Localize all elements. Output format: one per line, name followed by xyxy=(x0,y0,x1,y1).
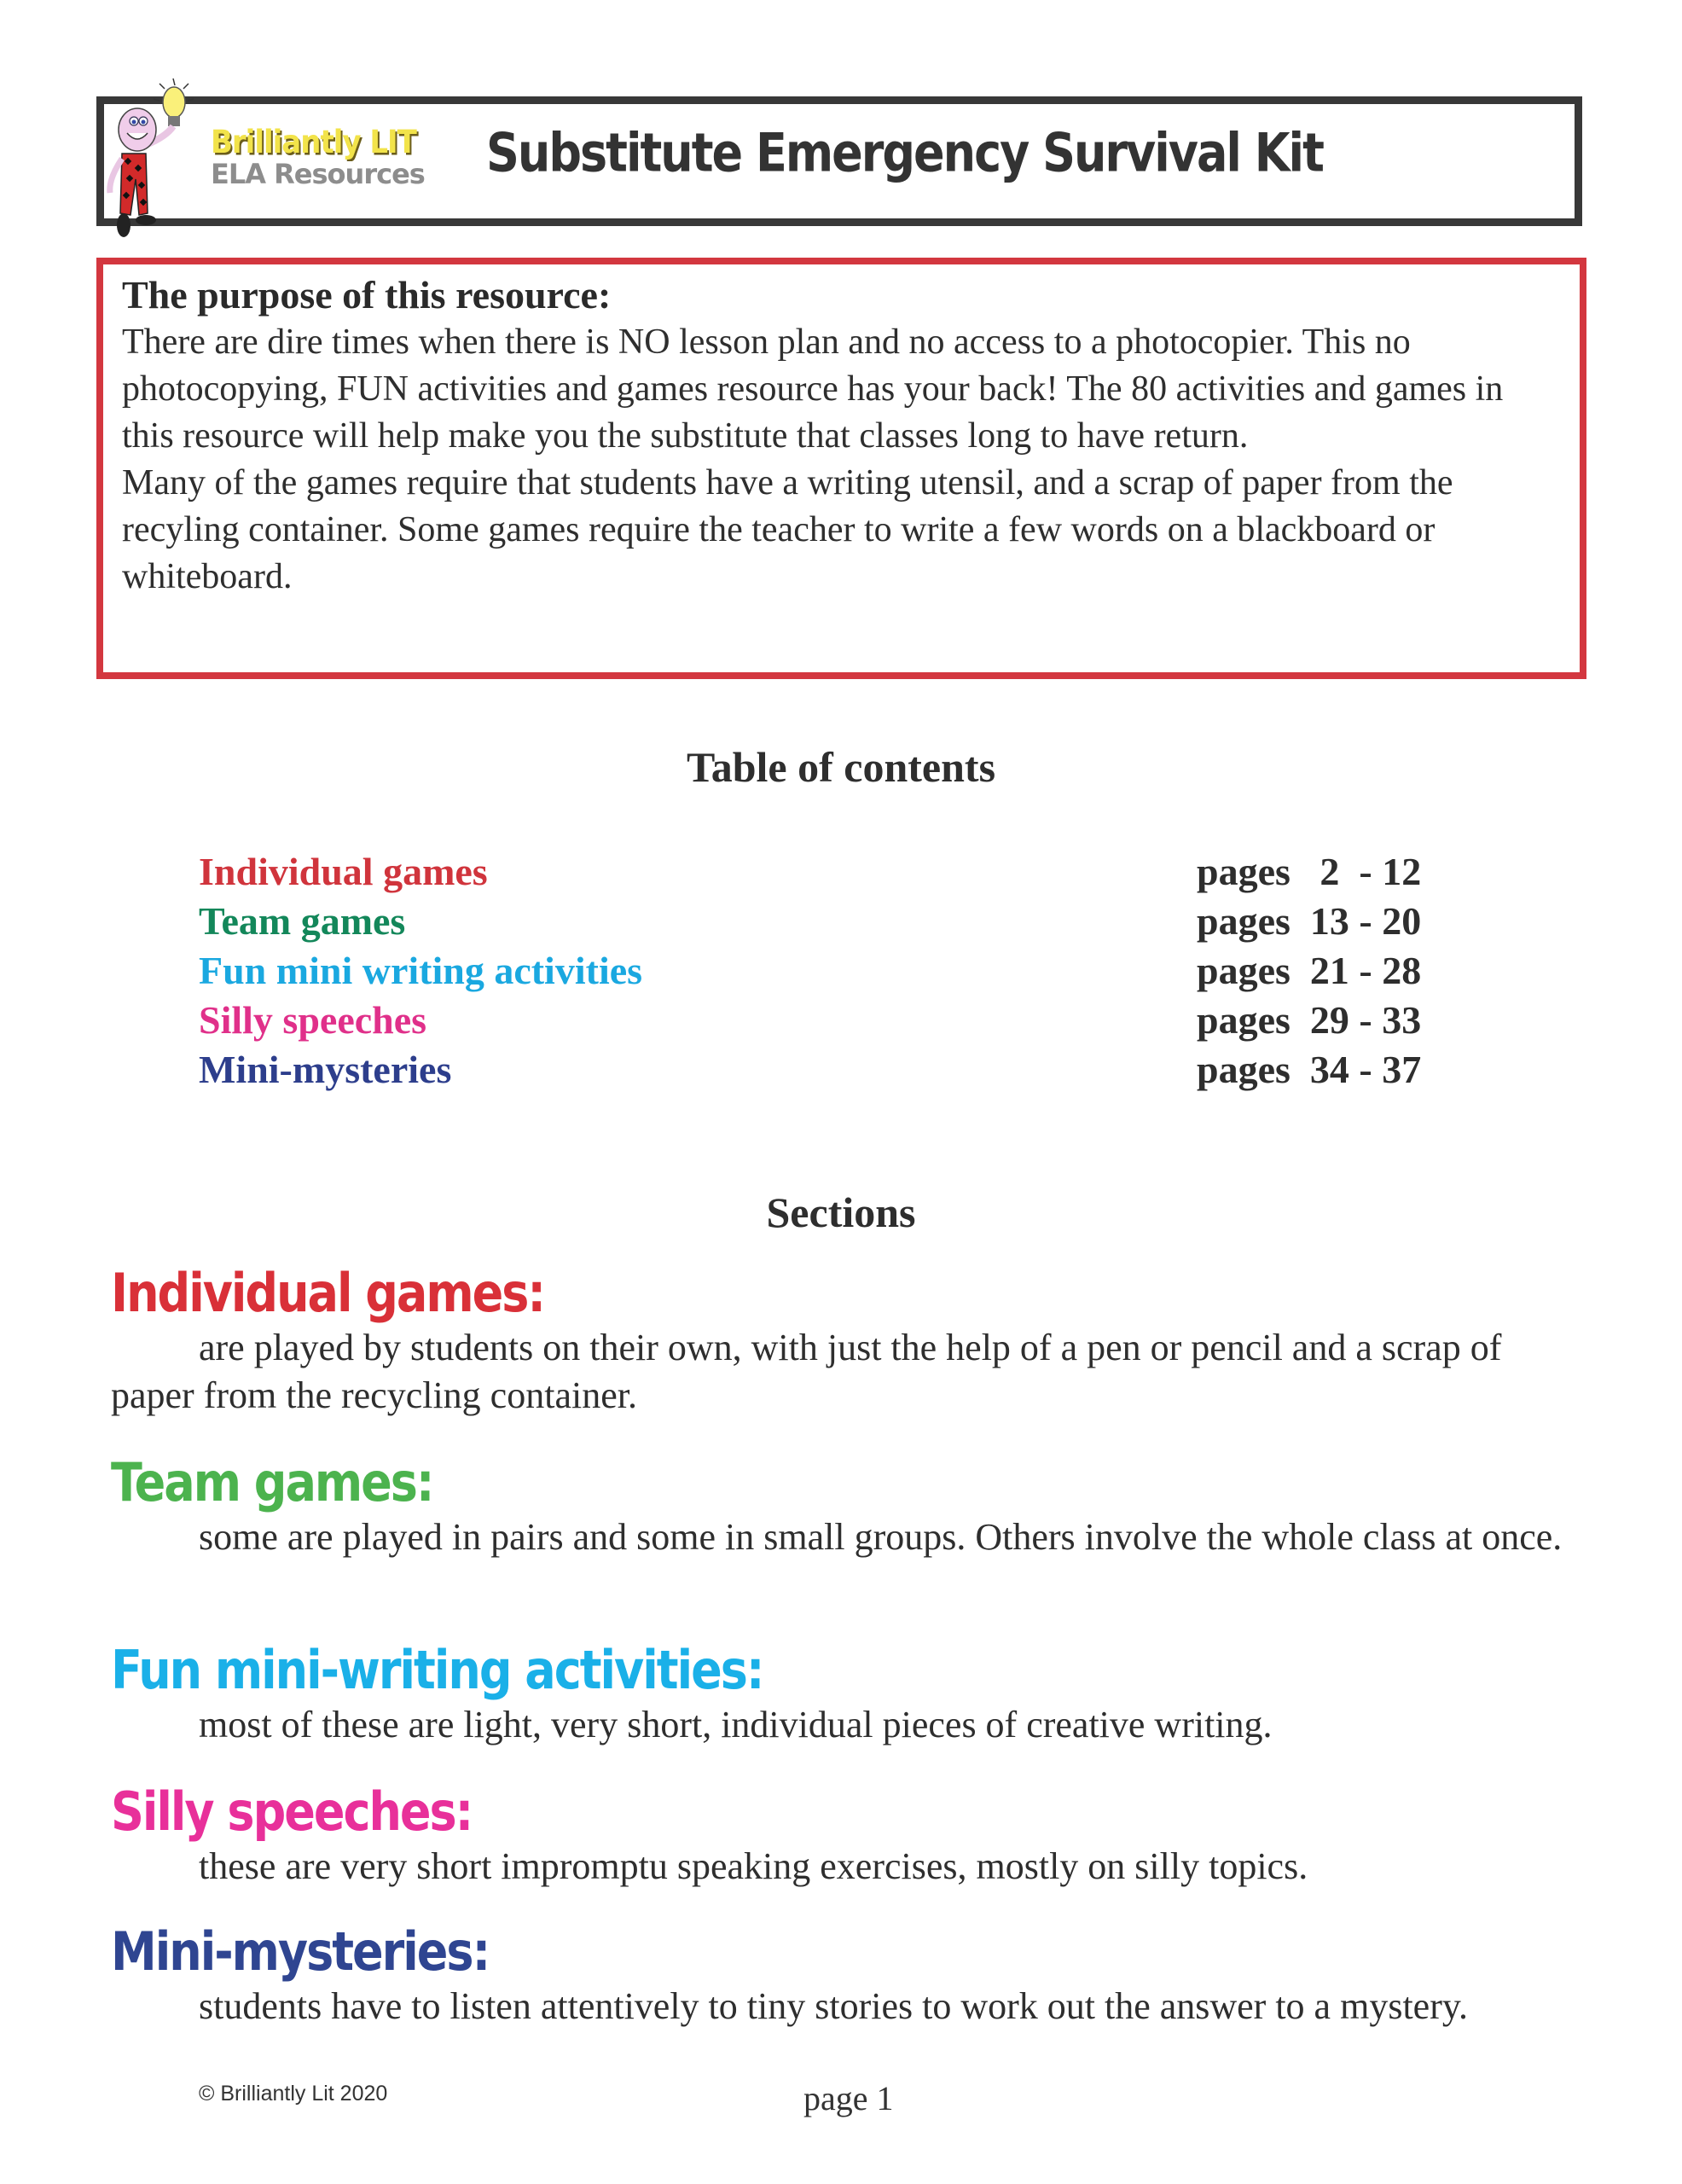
section-description: students have to listen attentively to tiny stories to work out the answer to a mystery. xyxy=(199,1985,1468,2027)
section-team-games xyxy=(111,1451,1578,1561)
section-heading: Mini-mysteries: xyxy=(111,1920,490,1983)
section-mini-mysteries xyxy=(111,1920,1578,2030)
toc-entry-team-games[interactable] xyxy=(199,898,1436,948)
page-number: page 1 xyxy=(803,2079,894,2117)
purpose-paragraph: There are dire times when there is NO lesson plan and no access to a photocopier. This no photocopying, FUN activities and games resource has your back! The 80 activities and games in this resource will help make you the substitute that classes long to have return. xyxy=(122,322,1504,456)
toc-entry-fun-mini-writing[interactable] xyxy=(199,948,1436,997)
toc-entry-pages: pages 34 - 37 xyxy=(1197,1048,1422,1091)
toc-entry-label: Team games xyxy=(199,899,406,943)
toc-entry-pages: pages 2 - 12 xyxy=(1197,850,1422,893)
toc-entry-pages: pages 29 - 33 xyxy=(1197,998,1422,1042)
copyright-notice: © Brilliantly Lit 2020 xyxy=(199,2082,388,2106)
logo-line-brilliantly-lit: Brilliantly LIT xyxy=(211,124,416,161)
toc-heading: Table of contents xyxy=(686,743,996,791)
section-heading: Individual games: xyxy=(111,1262,544,1324)
section-description: most of these are light, very short, individual pieces of creative writing. xyxy=(199,1704,1273,1745)
section-description: are played by students on their own, with just the help of a pen or pencil and a scrap of paper from the recycling container. xyxy=(111,1327,1502,1416)
toc-entry-label: Individual games xyxy=(199,850,488,893)
logo-line-ela-resources: ELA Resources xyxy=(211,158,425,190)
toc-entry-label: Mini-mysteries xyxy=(199,1048,452,1091)
section-heading: Silly speeches: xyxy=(111,1780,473,1843)
document-title: Substitute Emergency Survival Kit xyxy=(486,122,1323,184)
brand-logo xyxy=(211,124,425,190)
toc-entry-label: Fun mini writing activities xyxy=(199,949,643,992)
section-description: these are very short impromptu speaking exercises, mostly on silly topics. xyxy=(199,1845,1308,1887)
purpose-box xyxy=(96,258,1586,679)
section-description: some are played in pairs and some in small groups. Others involve the whole class at once. xyxy=(199,1516,1563,1558)
section-heading: Fun mini-writing activities: xyxy=(111,1639,763,1701)
toc-list xyxy=(199,849,1436,1096)
toc-entry-mini-mysteries[interactable] xyxy=(199,1047,1436,1096)
mascot-lightbulb-icon xyxy=(107,77,196,247)
purpose-heading: The purpose of this resource: xyxy=(122,273,612,317)
toc-entry-pages: pages 21 - 28 xyxy=(1197,949,1422,992)
sections-heading: Sections xyxy=(766,1188,916,1236)
toc-entry-silly-speeches[interactable] xyxy=(199,997,1436,1047)
section-fun-mini-writing xyxy=(111,1639,1578,1749)
section-silly-speeches xyxy=(111,1780,1578,1891)
toc-entry-individual-games[interactable] xyxy=(199,849,1436,898)
toc-entry-label: Silly speeches xyxy=(199,998,427,1042)
toc-entry-pages: pages 13 - 20 xyxy=(1197,899,1422,943)
section-heading: Team games: xyxy=(111,1451,433,1513)
section-individual-games xyxy=(111,1262,1578,1420)
purpose-paragraph: Many of the games require that students have a writing utensil, and a scrap of paper from the recyling container. Some games require the teacher to write a few words on a blackboard or whiteboard. xyxy=(122,463,1453,596)
